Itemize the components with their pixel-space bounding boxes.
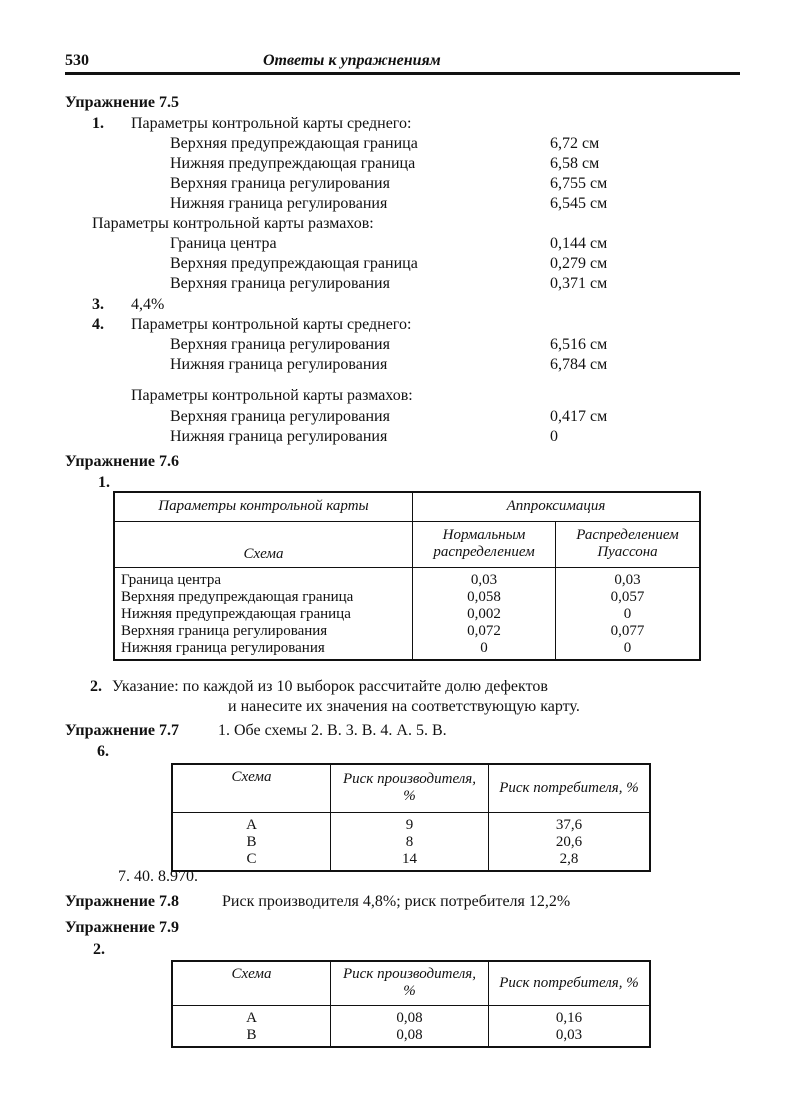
th-scheme: Схема <box>172 764 331 812</box>
th-params: Параметры контрольной карты <box>114 492 413 521</box>
value: 6,545 см <box>550 195 608 212</box>
exercise-heading: Упражнение 7.7 <box>65 722 180 739</box>
exercise-heading: Упражнение 7.5 <box>65 94 180 111</box>
item-number: 2. <box>93 941 105 958</box>
text-line: Верхняя граница регулирования <box>170 175 390 192</box>
value: 0,279 см <box>550 255 608 272</box>
running-header <box>65 52 740 75</box>
value: 6,72 см <box>550 135 600 152</box>
table-cell: 2,8 <box>489 851 651 871</box>
table-cell: Нижняя предупреждающая граница <box>114 606 413 623</box>
th-consumer: Риск потребителя, % <box>489 961 651 1005</box>
value: 6,755 см <box>550 175 608 192</box>
exercise-heading: Упражнение 7.8 <box>65 893 180 910</box>
item-number: 2. <box>90 678 102 695</box>
table-row <box>114 606 700 623</box>
table-cell: Верхняя граница регулирования <box>114 623 413 640</box>
text-line: Верхняя граница регулирования <box>170 408 390 425</box>
text-line: Параметры контрольной карты среднего: <box>131 316 412 333</box>
text-line: 1. Обе схемы 2. В. 3. В. 4. А. 5. В. <box>218 722 447 739</box>
value: 0 <box>550 428 558 445</box>
th-scheme: Схема <box>172 961 331 1005</box>
text-line: Риск производителя 4,8%; риск потребителя 12,2% <box>222 893 571 910</box>
running-title: Ответы к упражнениям <box>263 52 441 69</box>
th-producer: Риск производителя, % <box>331 961 489 1005</box>
table-row <box>172 1005 650 1027</box>
th-poisson: Распределением Пуассона <box>556 521 701 567</box>
table-cell: 8 <box>331 834 489 851</box>
table-cell: 0,16 <box>489 1005 651 1027</box>
text-line: Верхняя граница регулирования <box>170 275 390 292</box>
table-cell: 37,6 <box>489 812 651 834</box>
table-cell: A <box>172 812 331 834</box>
exercise-heading: Упражнение 7.9 <box>65 919 180 936</box>
table-cell: 20,6 <box>489 834 651 851</box>
table-row <box>114 640 700 660</box>
value: 0,371 см <box>550 275 608 292</box>
table-row <box>114 623 700 640</box>
table-cell: 0,058 <box>413 589 556 606</box>
table-cell: 0,077 <box>556 623 701 640</box>
table-cell: A <box>172 1005 331 1027</box>
value: 6,58 см <box>550 155 600 172</box>
table-7-7 <box>171 763 651 872</box>
table-cell: 14 <box>331 851 489 871</box>
th-producer: Риск производителя, % <box>331 764 489 812</box>
text-line: и нанесите их значения на соответствующую карту. <box>228 698 580 715</box>
table-row <box>172 812 650 834</box>
text-line: Параметры контрольной карты размахов: <box>92 215 374 232</box>
table-cell: 0,002 <box>413 606 556 623</box>
table-cell: 0 <box>556 606 701 623</box>
table-row <box>172 834 650 851</box>
table-cell: 0 <box>413 640 556 660</box>
table-7-9 <box>171 960 651 1048</box>
table-cell: B <box>172 834 331 851</box>
table-row <box>172 851 650 871</box>
th-approx: Аппроксимация <box>413 492 701 521</box>
item-number: 4. <box>92 316 104 333</box>
text-line: Указание: по каждой из 10 выборок рассчитайте долю дефектов <box>112 678 548 695</box>
value: 0,417 см <box>550 408 608 425</box>
text-line: Граница центра <box>170 235 277 252</box>
value: 6,516 см <box>550 336 608 353</box>
table-cell: Граница центра <box>114 567 413 589</box>
item-number: 3. <box>92 296 104 313</box>
table-cell: Верхняя предупреждающая граница <box>114 589 413 606</box>
table-cell: 0,08 <box>331 1005 489 1027</box>
item-number: 6. <box>97 743 109 760</box>
table-cell: 0,03 <box>556 567 701 589</box>
table-cell: 0,072 <box>413 623 556 640</box>
table-cell: Нижняя граница регулирования <box>114 640 413 660</box>
table-cell: B <box>172 1027 331 1047</box>
text-line: 4,4% <box>131 296 165 313</box>
th-consumer: Риск потребителя, % <box>489 764 651 812</box>
table-cell: 0,03 <box>489 1027 651 1047</box>
text-line: Нижняя граница регулирования <box>170 195 388 212</box>
table-cell: 9 <box>331 812 489 834</box>
text-line: Параметры контрольной карты среднего: <box>131 115 412 132</box>
table-7-6 <box>113 491 701 661</box>
page-number: 530 <box>65 52 89 69</box>
table-row <box>114 589 700 606</box>
item-number: 1. <box>92 115 104 132</box>
th-scheme: Схема <box>114 521 413 567</box>
text-line: Верхняя граница регулирования <box>170 336 390 353</box>
table-cell: 0,03 <box>413 567 556 589</box>
text-line: 7. 40. 8.970. <box>118 868 198 885</box>
table-cell: C <box>172 851 331 871</box>
value: 0,144 см <box>550 235 608 252</box>
text-line: Верхняя предупреждающая граница <box>170 255 418 272</box>
exercise-heading: Упражнение 7.6 <box>65 453 180 470</box>
text-line: Параметры контрольной карты размахов: <box>131 387 413 404</box>
item-number: 1. <box>98 474 110 491</box>
text-line: Нижняя граница регулирования <box>170 356 388 373</box>
text-line: Нижняя предупреждающая граница <box>170 155 416 172</box>
table-cell: 0,057 <box>556 589 701 606</box>
value: 6,784 см <box>550 356 608 373</box>
th-normal: Нормальным распределением <box>413 521 556 567</box>
text-line: Нижняя граница регулирования <box>170 428 388 445</box>
table-row <box>172 1027 650 1047</box>
table-cell: 0,08 <box>331 1027 489 1047</box>
text-line: Верхняя предупреждающая граница <box>170 135 418 152</box>
table-cell: 0 <box>556 640 701 660</box>
table-row <box>114 567 700 589</box>
